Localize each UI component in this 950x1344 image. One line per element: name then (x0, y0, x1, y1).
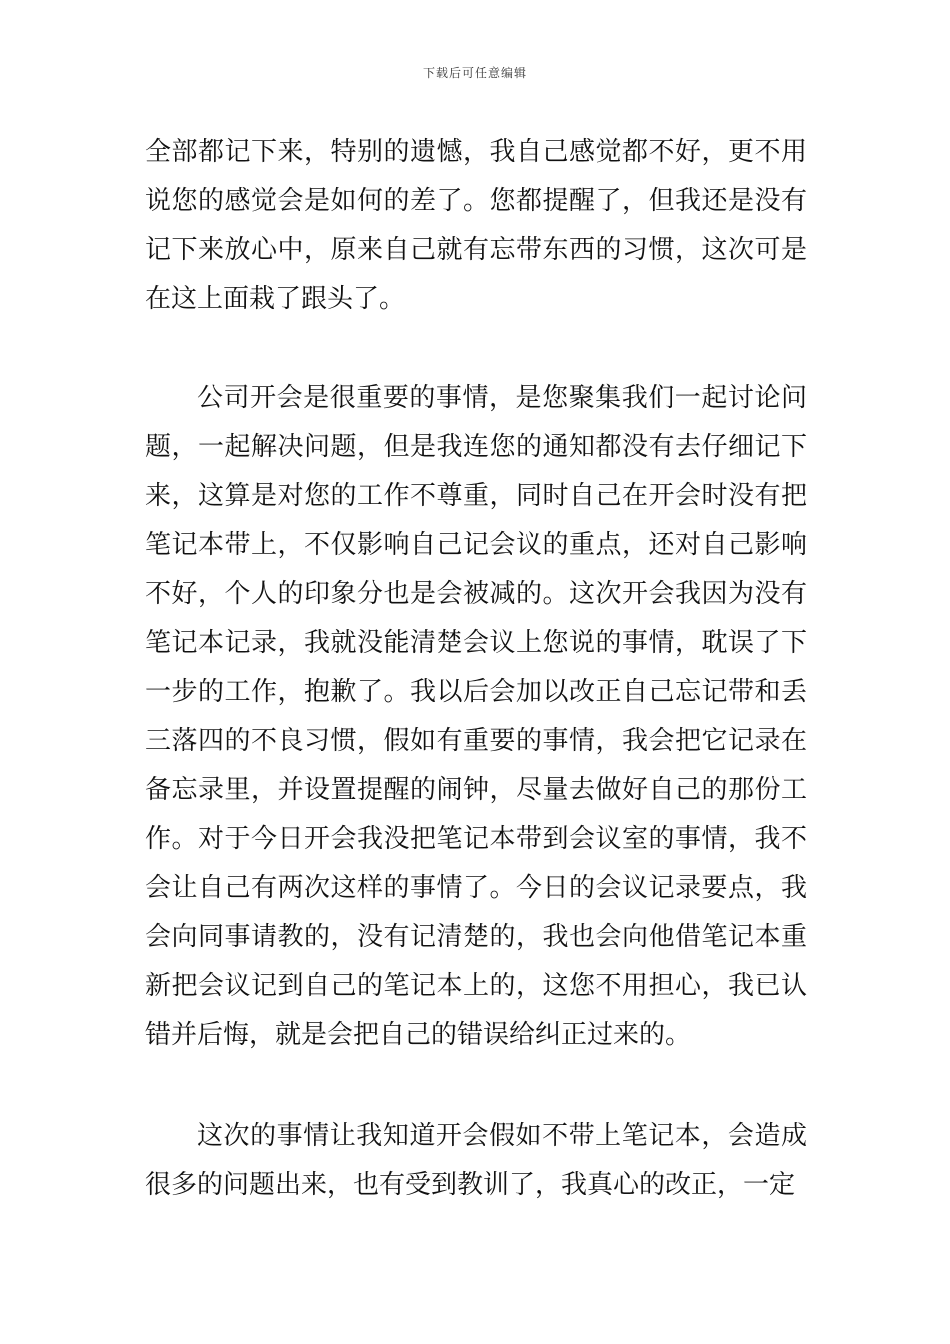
paragraph-1: 全部都记下来，特别的遗憾，我自己感觉都不好，更不用说您的感觉会是如何的差了。您都提醒了，但我还是没有记下来放心中，原来自己就有忘带东西的习惯，这次可是在这上面栽了跟头了。 (145, 137, 807, 314)
paragraph-2: 公司开会是很重要的事情，是您聚集我们一起讨论问题，一起解决问题，但是我连您的通知都没有去仔细记下来，这算是对您的工作不尊重，同时自己在开会时没有把笔记本带上，不仅影响自己记会议的重点，还对自己影响不好，个人的印象分也是会被减的。这次开会我因为没有笔记本记录，我就没能清楚会议上您说的事情，耽误了下一步的工作，抱歉了。我以后会加以改正自己忘记带和丢三落四的不良习惯，假如有重要的事情，我会把它记录在备忘录里，并设置提醒的闹钟，尽量去做好自己的那份工作。对于今日开会我没把笔记本带到会议室的事情，我不会让自己有两次这样的事情了。今日的会议记录要点，我会向同事请教的，没有记清楚的，我也会向他借笔记本重新把会议记到自己的笔记本上的，这您不用担心，我已认错并后悔，就是会把自己的错误给纠正过来的。 (145, 383, 807, 1050)
page-header: 下载后可任意编辑 (422, 66, 527, 80)
paragraph-3: 这次的事情让我知道开会假如不带上笔记本，会造成很多的问题出来，也有受到教训了，我真心的改正，一定 (145, 1121, 807, 1200)
document-body (145, 128, 807, 1210)
